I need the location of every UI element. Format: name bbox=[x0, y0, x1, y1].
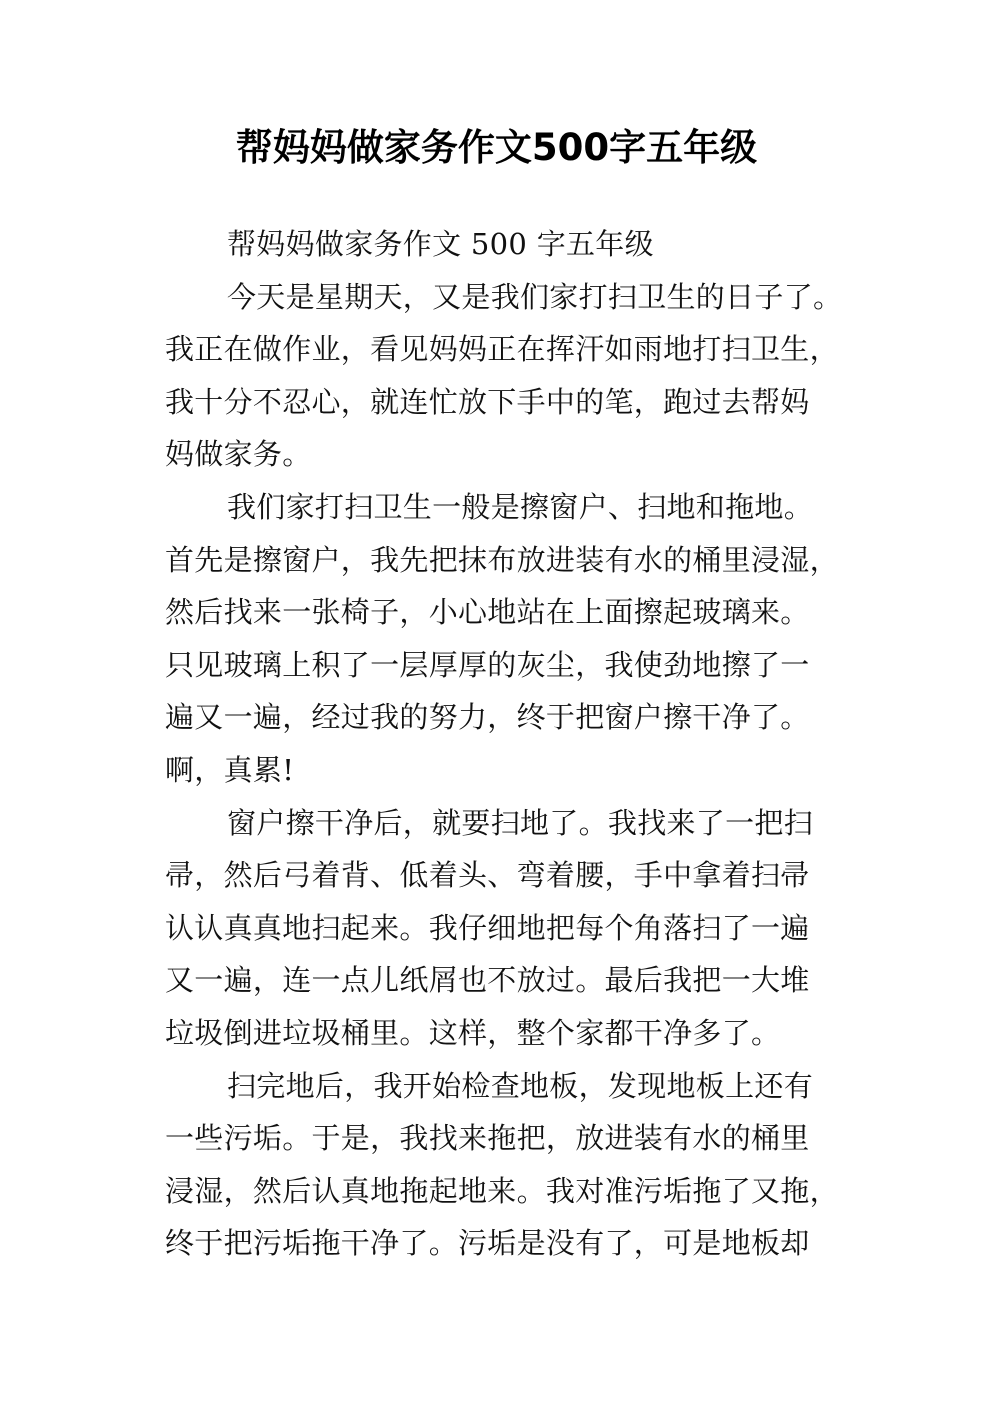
paragraph-3-line: 垃圾倒进垃圾桶里。这样，整个家都干净多了。 bbox=[165, 1015, 781, 1050]
subtitle-line: 帮妈妈做家务作文 500 字五年级 bbox=[227, 227, 654, 261]
paragraph-1-line: 我正在做作业，看见妈妈正在挥汗如雨地打扫卫生， bbox=[165, 332, 839, 367]
paragraph-1-line: 妈做家务。 bbox=[165, 437, 312, 472]
paragraph-3-line: 又一遍，连一点儿纸屑也不放过。最后我把一大堆 bbox=[165, 963, 810, 998]
paragraph-4-line: 一些污垢。于是，我找来拖把，放进装有水的桶里 bbox=[165, 1121, 810, 1156]
document-title: 帮妈妈做家务作文500字五年级 bbox=[235, 126, 758, 169]
paragraph-2-line: 我们家打扫卫生一般是擦窗户、扫地和拖地。 bbox=[227, 489, 814, 524]
document-body bbox=[165, 218, 845, 1270]
paragraph-2-line: 然后找来一张椅子，小心地站在上面擦起玻璃来。 bbox=[165, 595, 810, 630]
paragraph-1-line: 今天是星期天，又是我们家打扫卫生的日子了。 bbox=[227, 279, 843, 314]
paragraph-4-line: 扫完地后，我开始检查地板，发现地板上还有 bbox=[227, 1068, 814, 1103]
paragraph-2-line: 只见玻璃上积了一层厚厚的灰尘，我使劲地擦了一 bbox=[165, 647, 810, 682]
paragraph-3-line: 窗户擦干净后，就要扫地了。我找来了一把扫 bbox=[227, 805, 814, 840]
paragraph-2-line: 遍又一遍，经过我的努力，终于把窗户擦干净了。 bbox=[165, 700, 810, 735]
paragraph-4-line: 终于把污垢拖干净了。污垢是没有了，可是地板却 bbox=[165, 1226, 810, 1261]
paragraph-3-line: 帚，然后弓着背、低着头、弯着腰，手中拿着扫帚 bbox=[165, 858, 810, 893]
paragraph-2-line: 啊，真累! bbox=[165, 752, 295, 787]
paragraph-2-line: 首先是擦窗户，我先把抹布放进装有水的桶里浸湿， bbox=[165, 542, 839, 577]
paragraph-4-line: 浸湿，然后认真地拖起地来。我对准污垢拖了又拖， bbox=[165, 1173, 839, 1208]
paragraph-1-line: 我十分不忍心，就连忙放下手中的笔，跑过去帮妈 bbox=[165, 384, 810, 419]
paragraph-3-line: 认认真真地扫起来。我仔细地把每个角落扫了一遍 bbox=[165, 910, 810, 945]
